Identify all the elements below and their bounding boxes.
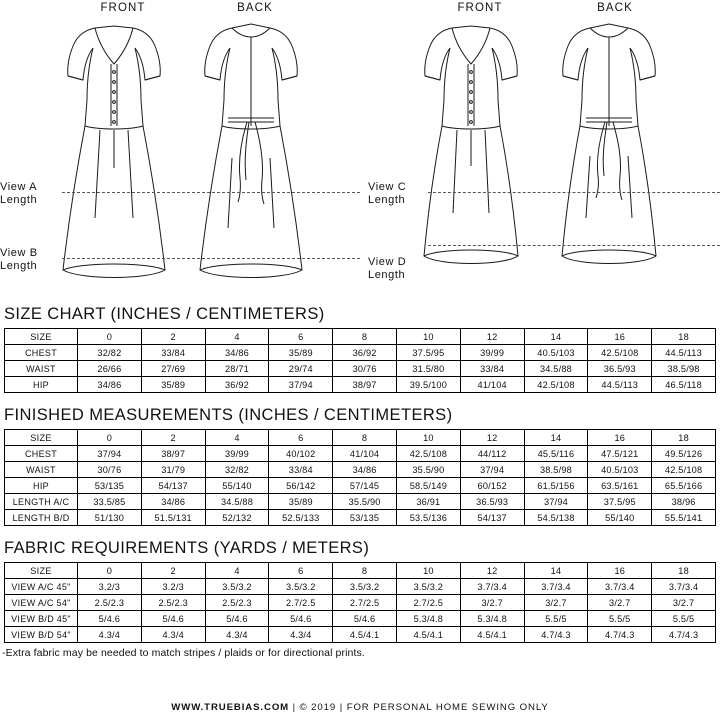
row-label: VIEW A/C 54" <box>5 595 78 611</box>
column-header: 8 <box>333 329 397 345</box>
table-cell: 34.5/88 <box>205 494 269 510</box>
table-cell: 54.5/138 <box>524 510 588 526</box>
table-cell: 4.3/4 <box>78 627 142 643</box>
table-cell: 36.5/93 <box>588 361 652 377</box>
view-d-length-text-1: View D <box>368 256 407 268</box>
view-a-length-text-1: View A <box>0 181 38 193</box>
table-row <box>5 377 716 393</box>
column-header: 16 <box>588 430 652 446</box>
table-cell: 52/132 <box>205 510 269 526</box>
table-cell: 36/91 <box>396 494 460 510</box>
table-cell: 40.5/103 <box>588 462 652 478</box>
column-header: SIZE <box>5 430 78 446</box>
column-header: 14 <box>524 430 588 446</box>
row-label: VIEW B/D 45" <box>5 611 78 627</box>
footer-separator: | <box>292 702 297 713</box>
table-cell: 37/94 <box>460 462 524 478</box>
table-cell: 3.7/3.4 <box>652 579 716 595</box>
table-cell: 58.5/149 <box>396 478 460 494</box>
column-header: 6 <box>269 563 333 579</box>
table-cell: 37.5/95 <box>396 345 460 361</box>
column-header: 18 <box>652 329 716 345</box>
table-cell: 2.5/2.3 <box>78 595 142 611</box>
column-header: 18 <box>652 563 716 579</box>
table-cell: 37.5/95 <box>588 494 652 510</box>
table-cell: 28/71 <box>205 361 269 377</box>
table-cell: 60/152 <box>460 478 524 494</box>
fabric-note: -Extra fabric may be needed to match stripes / plaids or for directional prints. <box>2 647 365 659</box>
table-cell: 33/84 <box>141 345 205 361</box>
table-cell: 2.7/2.5 <box>333 595 397 611</box>
table-cell: 42.5/108 <box>396 446 460 462</box>
table-cell: 26/66 <box>78 361 142 377</box>
table-cell: 3.2/3 <box>141 579 205 595</box>
view-ab-illustrations <box>0 0 360 302</box>
column-header: 2 <box>141 430 205 446</box>
table-cell: 53.5/136 <box>396 510 460 526</box>
table-cell: 31.5/80 <box>396 361 460 377</box>
table-cell: 55/140 <box>205 478 269 494</box>
view-c-length-text-2: Length <box>368 194 406 206</box>
table-row <box>5 345 716 361</box>
table-cell: 5/4.6 <box>78 611 142 627</box>
table-cell: 34/86 <box>141 494 205 510</box>
column-header: 10 <box>396 563 460 579</box>
table-cell: 3.7/3.4 <box>524 579 588 595</box>
table-cell: 31/79 <box>141 462 205 478</box>
column-header: 10 <box>396 329 460 345</box>
view-d-length-text-2: Length <box>368 269 406 281</box>
table-cell: 2.7/2.5 <box>269 595 333 611</box>
column-header: 4 <box>205 329 269 345</box>
table-cell: 2.5/2.3 <box>141 595 205 611</box>
table-cell: 4.5/4.1 <box>460 627 524 643</box>
column-header: 18 <box>652 430 716 446</box>
column-header: 4 <box>205 563 269 579</box>
table-cell: 5.3/4.8 <box>396 611 460 627</box>
column-header: 16 <box>588 329 652 345</box>
table-cell: 30/76 <box>333 361 397 377</box>
table-cell: 5.3/4.8 <box>460 611 524 627</box>
table-cell: 38/96 <box>652 494 716 510</box>
table-cell: 3/2.7 <box>588 595 652 611</box>
table-cell: 35.5/90 <box>396 462 460 478</box>
footer-usage-text: FOR PERSONAL HOME SEWING ONLY <box>346 702 549 713</box>
table-cell: 5/4.6 <box>205 611 269 627</box>
table-cell: 32/82 <box>78 345 142 361</box>
table-cell: 38.5/98 <box>524 462 588 478</box>
table-cell: 41/104 <box>460 377 524 393</box>
table-cell: 40/102 <box>269 446 333 462</box>
dress-back-illustration-c <box>550 18 668 296</box>
table-cell: 34/86 <box>205 345 269 361</box>
footer-separator: | <box>339 702 344 713</box>
row-label: CHEST <box>5 446 78 462</box>
table-cell: 3/2.7 <box>460 595 524 611</box>
table-cell: 39/99 <box>205 446 269 462</box>
table-cell: 65.5/166 <box>652 478 716 494</box>
view-cd-illustrations <box>360 0 720 302</box>
table-header-row <box>5 430 716 446</box>
table-header-row <box>5 563 716 579</box>
table-cell: 3.7/3.4 <box>460 579 524 595</box>
table-cell: 29/74 <box>269 361 333 377</box>
page-footer <box>0 702 720 713</box>
table-row <box>5 579 716 595</box>
table-cell: 56/142 <box>269 478 333 494</box>
column-header: 12 <box>460 563 524 579</box>
table-cell: 42.5/108 <box>588 345 652 361</box>
table-cell: 4.7/4.3 <box>588 627 652 643</box>
fabric-requirements-section <box>0 536 720 659</box>
table-row <box>5 446 716 462</box>
table-cell: 3.2/3 <box>78 579 142 595</box>
row-label: HIP <box>5 478 78 494</box>
row-label: WAIST <box>5 361 78 377</box>
table-cell: 35/89 <box>269 345 333 361</box>
column-header: 0 <box>78 430 142 446</box>
table-row <box>5 462 716 478</box>
table-cell: 30/76 <box>78 462 142 478</box>
table-row <box>5 494 716 510</box>
row-label: VIEW B/D 54" <box>5 627 78 643</box>
table-cell: 5.5/5 <box>588 611 652 627</box>
view-c-length-text-1: View C <box>368 181 407 193</box>
table-cell: 42.5/108 <box>524 377 588 393</box>
row-label: CHEST <box>5 345 78 361</box>
column-header: 0 <box>78 563 142 579</box>
table-cell: 44/112 <box>460 446 524 462</box>
table-cell: 5/4.6 <box>333 611 397 627</box>
front-view-label-a: FRONT <box>100 2 146 14</box>
view-a-length-text-2: Length <box>0 194 38 206</box>
column-header: SIZE <box>5 563 78 579</box>
table-cell: 45.5/116 <box>524 446 588 462</box>
table-row <box>5 595 716 611</box>
view-a-length-line <box>62 192 360 193</box>
table-cell: 53/135 <box>78 478 142 494</box>
table-cell: 4.7/4.3 <box>652 627 716 643</box>
table-cell: 55/140 <box>588 510 652 526</box>
table-cell: 54/137 <box>460 510 524 526</box>
table-row <box>5 478 716 494</box>
table-cell: 63.5/161 <box>588 478 652 494</box>
table-cell: 34/86 <box>78 377 142 393</box>
view-d-length-caption <box>368 256 426 282</box>
dress-front-illustration-c <box>412 18 530 296</box>
size-chart-section <box>0 302 720 393</box>
table-cell: 44.5/113 <box>652 345 716 361</box>
table-cell: 2.5/2.3 <box>205 595 269 611</box>
column-header: 10 <box>396 430 460 446</box>
fabric-requirements-table <box>4 562 716 643</box>
size-chart-title: SIZE CHART (INCHES / CENTIMETERS) <box>4 305 325 323</box>
size-chart-table <box>4 328 716 393</box>
table-cell: 5.5/5 <box>652 611 716 627</box>
table-row <box>5 627 716 643</box>
row-label: WAIST <box>5 462 78 478</box>
table-cell: 4.3/4 <box>141 627 205 643</box>
fabric-requirements-title: FABRIC REQUIREMENTS (YARDS / METERS) <box>4 539 370 557</box>
table-cell: 44.5/113 <box>588 377 652 393</box>
table-cell: 42.5/108 <box>652 462 716 478</box>
table-cell: 3.5/3.2 <box>333 579 397 595</box>
table-cell: 4.5/4.1 <box>333 627 397 643</box>
finished-measurements-section <box>0 403 720 526</box>
row-label: LENGTH A/C <box>5 494 78 510</box>
table-cell: 39.5/100 <box>396 377 460 393</box>
table-cell: 27/69 <box>141 361 205 377</box>
table-cell: 41/104 <box>333 446 397 462</box>
table-cell: 5.5/5 <box>524 611 588 627</box>
column-header: 8 <box>333 430 397 446</box>
view-c-length-line <box>428 192 720 193</box>
table-cell: 4.3/4 <box>205 627 269 643</box>
row-label: HIP <box>5 377 78 393</box>
column-header: 12 <box>460 430 524 446</box>
table-cell: 32/82 <box>205 462 269 478</box>
view-b-length-line <box>62 258 360 259</box>
table-cell: 46.5/118 <box>652 377 716 393</box>
dress-back-illustration-a <box>192 18 310 296</box>
view-a-length-caption <box>0 181 58 207</box>
footer-copyright: © 2019 <box>299 702 337 713</box>
column-header: 2 <box>141 563 205 579</box>
table-cell: 37/94 <box>78 446 142 462</box>
table-cell: 37/94 <box>524 494 588 510</box>
column-header: 14 <box>524 329 588 345</box>
table-cell: 38/97 <box>141 446 205 462</box>
finished-measurements-title: FINISHED MEASUREMENTS (INCHES / CENTIMETERS) <box>4 406 453 424</box>
table-cell: 54/137 <box>141 478 205 494</box>
table-cell: 34.5/88 <box>524 361 588 377</box>
table-cell: 49.5/126 <box>652 446 716 462</box>
table-cell: 53/135 <box>333 510 397 526</box>
view-d-length-line <box>428 245 720 246</box>
table-cell: 3.5/3.2 <box>396 579 460 595</box>
table-cell: 3.5/3.2 <box>269 579 333 595</box>
table-cell: 4.3/4 <box>269 627 333 643</box>
table-cell: 5/4.6 <box>269 611 333 627</box>
table-cell: 52.5/133 <box>269 510 333 526</box>
column-header: 2 <box>141 329 205 345</box>
back-view-label-a: BACK <box>237 2 273 14</box>
table-row <box>5 510 716 526</box>
table-cell: 55.5/141 <box>652 510 716 526</box>
table-cell: 36/92 <box>205 377 269 393</box>
column-header: 6 <box>269 329 333 345</box>
view-b-length-text-2: Length <box>0 260 38 272</box>
table-cell: 51.5/131 <box>141 510 205 526</box>
table-cell: 35.5/90 <box>333 494 397 510</box>
table-cell: 47.5/121 <box>588 446 652 462</box>
column-header: 0 <box>78 329 142 345</box>
column-header: 6 <box>269 430 333 446</box>
table-cell: 37/94 <box>269 377 333 393</box>
view-c-length-caption <box>368 181 426 207</box>
table-cell: 35/89 <box>269 494 333 510</box>
table-cell: 61.5/156 <box>524 478 588 494</box>
table-cell: 3/2.7 <box>652 595 716 611</box>
dress-front-illustration-a <box>55 18 173 296</box>
table-cell: 38.5/98 <box>652 361 716 377</box>
illustration-area <box>0 0 720 302</box>
table-cell: 51/130 <box>78 510 142 526</box>
table-cell: 33/84 <box>460 361 524 377</box>
table-cell: 36/92 <box>333 345 397 361</box>
table-cell: 3/2.7 <box>524 595 588 611</box>
table-cell: 36.5/93 <box>460 494 524 510</box>
table-cell: 2.7/2.5 <box>396 595 460 611</box>
view-b-length-text-1: View B <box>0 247 38 259</box>
row-label: VIEW A/C 45" <box>5 579 78 595</box>
table-cell: 35/89 <box>141 377 205 393</box>
table-header-row <box>5 329 716 345</box>
table-cell: 39/99 <box>460 345 524 361</box>
column-header: 12 <box>460 329 524 345</box>
table-cell: 4.7/4.3 <box>524 627 588 643</box>
table-cell: 3.7/3.4 <box>588 579 652 595</box>
table-cell: 38/97 <box>333 377 397 393</box>
finished-measurements-table <box>4 429 716 526</box>
table-cell: 5/4.6 <box>141 611 205 627</box>
table-row <box>5 361 716 377</box>
footer-website: WWW.TRUEBIAS.COM <box>171 702 290 713</box>
table-cell: 3.5/3.2 <box>205 579 269 595</box>
table-cell: 57/145 <box>333 478 397 494</box>
front-view-label-c: FRONT <box>457 2 503 14</box>
table-cell: 34/86 <box>333 462 397 478</box>
table-cell: 33/84 <box>269 462 333 478</box>
table-cell: 4.5/4.1 <box>396 627 460 643</box>
table-cell: 33.5/85 <box>78 494 142 510</box>
column-header: 8 <box>333 563 397 579</box>
column-header: 4 <box>205 430 269 446</box>
table-cell: 40.5/103 <box>524 345 588 361</box>
back-view-label-c: BACK <box>597 2 633 14</box>
view-b-length-caption <box>0 247 58 273</box>
column-header: SIZE <box>5 329 78 345</box>
row-label: LENGTH B/D <box>5 510 78 526</box>
column-header: 14 <box>524 563 588 579</box>
table-row <box>5 611 716 627</box>
column-header: 16 <box>588 563 652 579</box>
